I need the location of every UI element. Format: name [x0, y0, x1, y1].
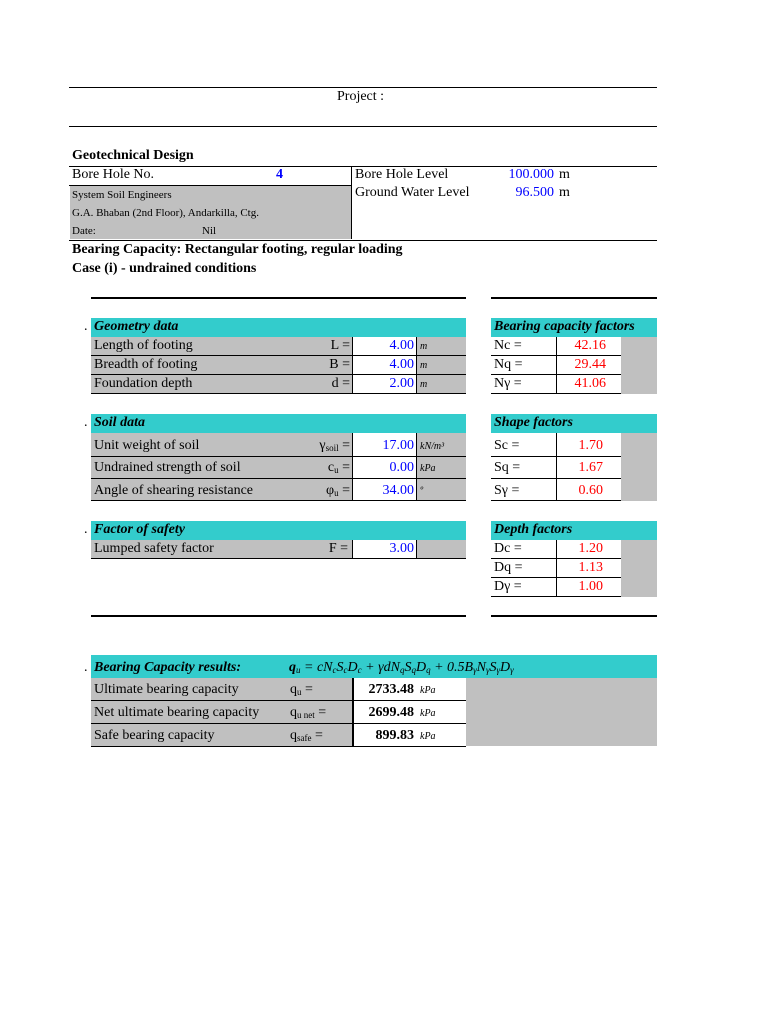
company-address: G.A. Bhaban (2nd Floor), Andarkilla, Ctg.: [72, 207, 259, 219]
dq-value: 1.13: [578, 560, 603, 575]
unit-weight-unit: kN/m³: [420, 441, 445, 452]
sc-value: 1.70: [578, 438, 603, 453]
row-rule: [491, 478, 621, 479]
safety-factor-value[interactable]: 3.00: [389, 541, 414, 556]
row-rule: [91, 723, 466, 724]
right-top-rule: [491, 297, 657, 299]
ground-water-label: Ground Water Level: [355, 185, 470, 200]
date-label: Date:: [72, 225, 96, 237]
dgamma-label: Dγ =: [494, 579, 522, 594]
sgamma-value: 0.60: [578, 483, 603, 498]
left-bottom-rule: [91, 615, 466, 617]
bore-hole-no-label: Bore Hole No.: [72, 167, 155, 182]
net-ultimate-capacity-value: 2699.48: [368, 705, 414, 720]
bullet: .: [84, 415, 88, 430]
bore-hole-level-label: Bore Hole Level: [355, 167, 449, 182]
geometry-length-value[interactable]: 4.00: [389, 338, 414, 353]
bore-hole-level-unit: m: [559, 167, 570, 182]
undrained-strength-unit: kPa: [420, 463, 436, 474]
shearing-angle-unit: º: [420, 485, 424, 496]
col-rule: [416, 540, 417, 559]
geometry-length-unit: m: [420, 341, 428, 352]
unit-weight-value[interactable]: 17.00: [382, 438, 414, 453]
sq-value: 1.67: [578, 460, 603, 475]
dc-label: Dc =: [494, 541, 522, 556]
row-rule: [91, 700, 466, 701]
bullet: .: [84, 319, 88, 334]
col-rule: [352, 433, 353, 501]
bore-hole-level-value: 100.000: [508, 167, 554, 182]
safety-factor-sym: F =: [328, 541, 348, 556]
col-rule: [556, 337, 557, 394]
ultimate-capacity-label: Ultimate bearing capacity: [94, 682, 239, 697]
nc-label: Nc =: [494, 338, 522, 353]
net-ultimate-capacity-label: Net ultimate bearing capacity: [94, 705, 260, 720]
geometry-breadth-sym: B =: [329, 357, 350, 372]
safe-capacity-sym: $q_{safe}$ =: [290, 728, 323, 743]
project-label: Project :: [337, 89, 385, 104]
safety-factor-label: Lumped safety factor: [94, 541, 214, 556]
nc-value: 42.16: [574, 338, 606, 353]
bearing-formula: $q_u = cN_cS_cD_c + \gamma dN_qS_qD_q + 0.5B_\gamma N_\gamma S_\gamma D_\gamma$: [289, 660, 514, 675]
section-title: Geotechnical Design: [72, 148, 194, 163]
col-rule: [352, 540, 353, 559]
row-rule: [91, 393, 466, 394]
company-name: System Soil Engineers: [72, 189, 172, 201]
geometry-depth-label: Foundation depth: [94, 376, 193, 391]
geometry-breadth-unit: m: [420, 360, 428, 371]
row-rule: [91, 478, 466, 479]
undrained-strength-value[interactable]: 0.00: [389, 460, 414, 475]
ultimate-capacity-sym: $q_u$ =: [290, 682, 313, 697]
soil-title: Soil data: [94, 415, 145, 430]
nq-value: 29.44: [574, 357, 606, 372]
soil-header: [91, 414, 466, 433]
ngamma-value: 41.06: [574, 376, 606, 391]
safe-capacity-unit: kPa: [420, 731, 436, 742]
right-bottom-rule: [491, 615, 657, 617]
shearing-angle-label: Angle of shearing resistance: [94, 483, 253, 498]
bore-hole-no-value: 4: [276, 167, 283, 182]
sc-label: Sc =: [494, 438, 520, 453]
bc-factors-title: Bearing capacity factors: [494, 319, 635, 334]
geometry-length-sym: L =: [330, 338, 350, 353]
shape-factors-title: Shape factors: [494, 415, 573, 430]
net-ultimate-capacity-unit: kPa: [420, 708, 436, 719]
sq-label: Sq =: [494, 460, 521, 475]
row-rule: [491, 596, 621, 597]
dq-label: Dq =: [494, 560, 523, 575]
col-rule: [352, 337, 353, 394]
row-rule: [91, 456, 466, 457]
info-divider: [351, 166, 352, 239]
col-rule: [416, 337, 417, 394]
shearing-angle-value[interactable]: 34.00: [382, 483, 414, 498]
nq-label: Nq =: [494, 357, 523, 372]
safe-capacity-label: Safe bearing capacity: [94, 728, 215, 743]
net-ultimate-capacity-sym: $q_{u net}$ =: [290, 705, 327, 720]
safe-capacity-value: 899.83: [375, 728, 414, 743]
row-rule: [491, 393, 621, 394]
ultimate-capacity-value: 2733.48: [368, 682, 414, 697]
unit-weight-label: Unit weight of soil: [94, 438, 200, 453]
geometry-breadth-label: Breadth of footing: [94, 357, 198, 372]
row-rule: [91, 500, 466, 501]
geometry-length-label: Length of footing: [94, 338, 193, 353]
geometry-depth-sym: d =: [331, 376, 350, 391]
unit-weight-sym: $\gamma_{soil}$ =: [319, 438, 350, 453]
results-title: Bearing Capacity results:: [94, 660, 242, 675]
date-value: Nil: [202, 225, 217, 237]
ground-water-value: 96.500: [515, 185, 554, 200]
case-title: Case (i) - undrained conditions: [72, 261, 257, 276]
col-rule: [556, 433, 557, 501]
ngamma-label: Nγ =: [494, 376, 522, 391]
left-top-rule: [91, 297, 466, 299]
row-rule: [91, 746, 466, 747]
dgamma-value: 1.00: [578, 579, 603, 594]
row-rule: [91, 558, 466, 559]
safety-title: Factor of safety: [94, 522, 185, 537]
sgamma-label: Sγ =: [494, 483, 520, 498]
bullet: .: [84, 660, 88, 675]
ground-water-unit: m: [559, 185, 570, 200]
row-rule: [491, 456, 621, 457]
geometry-breadth-value[interactable]: 4.00: [389, 357, 414, 372]
dc-value: 1.20: [578, 541, 603, 556]
project-bottom-rule: [69, 126, 657, 127]
geometry-title: Geometry data: [94, 319, 179, 334]
ultimate-capacity-unit: kPa: [420, 685, 436, 696]
row-rule: [491, 500, 621, 501]
shearing-angle-sym: $\varphi_u$ =: [326, 483, 350, 498]
col-rule: [416, 433, 417, 501]
undrained-strength-sym: $c_u$ =: [327, 460, 350, 475]
bullet: .: [84, 522, 88, 537]
geometry-depth-unit: m: [420, 379, 428, 390]
depth-factors-title: Depth factors: [494, 522, 573, 537]
geometry-depth-value[interactable]: 2.00: [389, 376, 414, 391]
undrained-strength-label: Undrained strength of soil: [94, 460, 241, 475]
col-rule: [556, 540, 557, 597]
analysis-title: Bearing Capacity: Rectangular footing, regular loading: [72, 242, 403, 257]
